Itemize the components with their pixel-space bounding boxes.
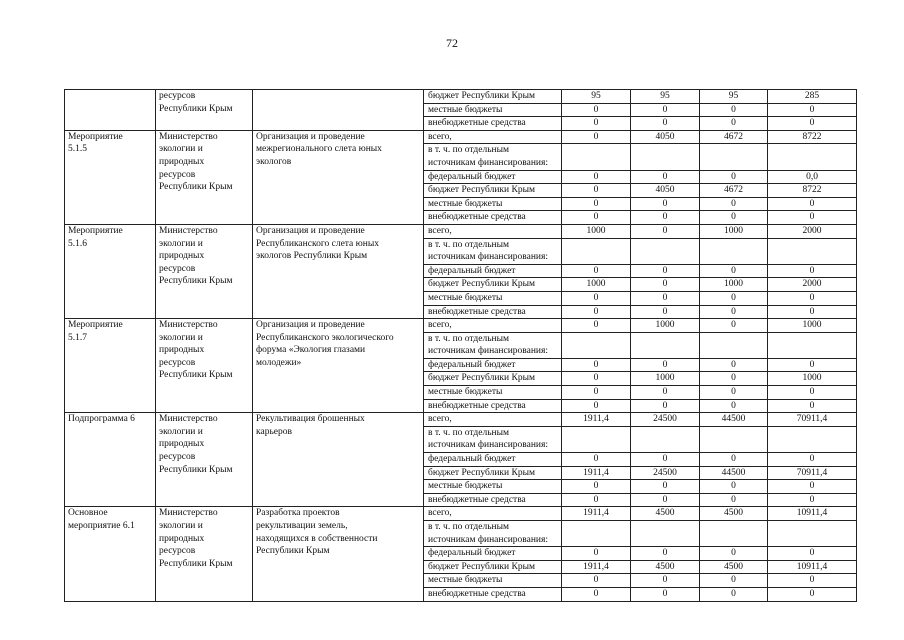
amount-cell xyxy=(562,521,631,547)
amount-cell: 0 xyxy=(631,117,700,131)
funding-source-cell: бюджет Республики Крым xyxy=(424,184,562,198)
table-row xyxy=(65,507,857,521)
amount-cell: 0 xyxy=(562,170,631,184)
funding-source-cell: федеральный бюджет xyxy=(424,170,562,184)
amount-cell xyxy=(562,332,631,358)
amount-cell xyxy=(700,238,768,264)
amount-cell: 0 xyxy=(562,372,631,386)
funding-source-cell: бюджет Республики Крым xyxy=(424,90,562,104)
amount-cell: 0 xyxy=(562,358,631,372)
funding-source-cell: в т. ч. по отдельным источникам финансирования: xyxy=(424,144,562,170)
amount-cell: 0 xyxy=(562,386,631,400)
amount-cell: 0 xyxy=(700,574,768,588)
program-name-cell xyxy=(65,90,156,131)
amount-cell: 0 xyxy=(562,117,631,131)
amount-cell: 0 xyxy=(631,358,700,372)
amount-cell: 0 xyxy=(631,278,700,292)
amount-cell: 95 xyxy=(562,90,631,104)
amount-cell: 0 xyxy=(700,587,768,601)
amount-cell: 0 xyxy=(700,358,768,372)
funding-source-cell: в т. ч. по отдельным источникам финансирования: xyxy=(424,238,562,264)
amount-cell: 8722 xyxy=(768,130,857,144)
executor-cell: Министерство экологии и природных ресурсов Республики Крым xyxy=(156,319,253,413)
amount-cell xyxy=(631,521,700,547)
amount-cell: 0 xyxy=(700,197,768,211)
funding-source-cell: федеральный бюджет xyxy=(424,358,562,372)
amount-cell: 0,0 xyxy=(768,170,857,184)
amount-cell: 0 xyxy=(631,291,700,305)
funding-source-cell: бюджет Республики Крым xyxy=(424,560,562,574)
amount-cell: 0 xyxy=(631,547,700,561)
amount-cell: 0 xyxy=(562,305,631,319)
amount-cell: 1000 xyxy=(562,278,631,292)
amount-cell: 0 xyxy=(700,493,768,507)
amount-cell: 0 xyxy=(631,386,700,400)
funding-source-cell: местные бюджеты xyxy=(424,386,562,400)
amount-cell: 0 xyxy=(700,386,768,400)
amount-cell: 0 xyxy=(768,264,857,278)
amount-cell xyxy=(631,332,700,358)
amount-cell: 0 xyxy=(562,480,631,494)
amount-cell xyxy=(562,144,631,170)
funding-source-cell: федеральный бюджет xyxy=(424,547,562,561)
amount-cell: 1000 xyxy=(700,278,768,292)
amount-cell: 0 xyxy=(700,264,768,278)
amount-cell xyxy=(562,426,631,452)
amount-cell: 0 xyxy=(768,211,857,225)
amount-cell: 1000 xyxy=(562,224,631,238)
page-number: 72 xyxy=(446,36,458,50)
amount-cell: 0 xyxy=(700,399,768,413)
amount-cell: 4672 xyxy=(700,130,768,144)
amount-cell: 0 xyxy=(562,399,631,413)
amount-cell: 1911,4 xyxy=(562,560,631,574)
amount-cell: 0 xyxy=(768,493,857,507)
amount-cell: 4500 xyxy=(700,507,768,521)
funding-source-cell: бюджет Республики Крым xyxy=(424,278,562,292)
amount-cell: 0 xyxy=(768,386,857,400)
amount-cell: 0 xyxy=(768,117,857,131)
amount-cell: 4050 xyxy=(631,184,700,198)
funding-source-cell: в т. ч. по отдельным источникам финансирования: xyxy=(424,521,562,547)
amount-cell: 0 xyxy=(631,399,700,413)
amount-cell: 70911,4 xyxy=(768,466,857,480)
amount-cell: 0 xyxy=(562,493,631,507)
table-row xyxy=(65,130,857,144)
amount-cell xyxy=(631,238,700,264)
financing-table xyxy=(64,89,857,602)
amount-cell: 0 xyxy=(562,103,631,117)
amount-cell: 0 xyxy=(631,170,700,184)
funding-source-cell: местные бюджеты xyxy=(424,574,562,588)
amount-cell xyxy=(700,426,768,452)
amount-cell: 1000 xyxy=(631,372,700,386)
amount-cell: 0 xyxy=(700,305,768,319)
amount-cell xyxy=(562,238,631,264)
funding-source-cell: всего, xyxy=(424,319,562,333)
funding-source-cell: всего, xyxy=(424,507,562,521)
funding-source-cell: внебюджетные средства xyxy=(424,305,562,319)
amount-cell: 0 xyxy=(700,103,768,117)
amount-cell: 0 xyxy=(562,319,631,333)
amount-cell: 0 xyxy=(700,117,768,131)
amount-cell: 1000 xyxy=(768,319,857,333)
amount-cell: 4672 xyxy=(700,184,768,198)
amount-cell xyxy=(768,144,857,170)
executor-cell: Министерство экологии и природных ресурсов Республики Крым xyxy=(156,224,253,318)
amount-cell: 0 xyxy=(562,291,631,305)
table-row xyxy=(65,224,857,238)
amount-cell: 0 xyxy=(768,103,857,117)
amount-cell xyxy=(700,521,768,547)
amount-cell xyxy=(768,426,857,452)
table-row xyxy=(65,413,857,427)
amount-cell: 0 xyxy=(768,480,857,494)
funding-source-cell: внебюджетные средства xyxy=(424,117,562,131)
funding-source-cell: федеральный бюджет xyxy=(424,453,562,467)
funding-source-cell: местные бюджеты xyxy=(424,103,562,117)
amount-cell: 0 xyxy=(768,358,857,372)
amount-cell: 24500 xyxy=(631,466,700,480)
description-cell: Разработка проектов рекультивации земель, находящихся в собственности Республики Крым xyxy=(253,507,424,601)
funding-source-cell: в т. ч. по отдельным источникам финансирования: xyxy=(424,426,562,452)
amount-cell xyxy=(631,144,700,170)
amount-cell: 8722 xyxy=(768,184,857,198)
funding-source-cell: бюджет Республики Крым xyxy=(424,466,562,480)
amount-cell: 1911,4 xyxy=(562,507,631,521)
amount-cell: 0 xyxy=(700,547,768,561)
funding-source-cell: внебюджетные средства xyxy=(424,493,562,507)
amount-cell: 0 xyxy=(768,453,857,467)
amount-cell xyxy=(768,332,857,358)
amount-cell: 0 xyxy=(562,264,631,278)
amount-cell: 0 xyxy=(768,305,857,319)
amount-cell: 0 xyxy=(768,587,857,601)
amount-cell: 0 xyxy=(631,197,700,211)
executor-cell: Министерство экологии и природных ресурсов Республики Крым xyxy=(156,507,253,601)
amount-cell xyxy=(700,144,768,170)
amount-cell: 44500 xyxy=(700,466,768,480)
amount-cell: 0 xyxy=(700,480,768,494)
executor-cell: ресурсов Республики Крым xyxy=(156,90,253,131)
amount-cell: 0 xyxy=(562,130,631,144)
amount-cell: 0 xyxy=(631,493,700,507)
amount-cell: 2000 xyxy=(768,278,857,292)
funding-source-cell: местные бюджеты xyxy=(424,197,562,211)
amount-cell: 0 xyxy=(631,453,700,467)
amount-cell xyxy=(700,332,768,358)
amount-cell: 0 xyxy=(700,291,768,305)
amount-cell xyxy=(768,238,857,264)
amount-cell: 70911,4 xyxy=(768,413,857,427)
amount-cell: 0 xyxy=(700,319,768,333)
amount-cell: 0 xyxy=(768,399,857,413)
description-cell: Организация и проведение Республиканского экологического форума «Экология глазами молодежи» xyxy=(253,319,424,413)
description-cell: Рекультивация брошенных карьеров xyxy=(253,413,424,507)
executor-cell: Министерство экологии и природных ресурсов Республики Крым xyxy=(156,413,253,507)
amount-cell: 0 xyxy=(562,574,631,588)
table-row xyxy=(65,319,857,333)
amount-cell: 0 xyxy=(562,197,631,211)
amount-cell: 0 xyxy=(562,184,631,198)
amount-cell: 1911,4 xyxy=(562,466,631,480)
table-row xyxy=(65,90,857,104)
amount-cell: 0 xyxy=(631,587,700,601)
funding-source-cell: внебюджетные средства xyxy=(424,587,562,601)
amount-cell: 0 xyxy=(700,211,768,225)
description-cell: Организация и проведение межрегионального слета юных экологов xyxy=(253,130,424,224)
amount-cell: 0 xyxy=(562,211,631,225)
program-name-cell: Мероприятие 5.1.6 xyxy=(65,224,156,318)
amount-cell: 4500 xyxy=(700,560,768,574)
funding-source-cell: в т. ч. по отдельным источникам финансирования: xyxy=(424,332,562,358)
amount-cell: 0 xyxy=(768,547,857,561)
funding-source-cell: всего, xyxy=(424,413,562,427)
amount-cell: 0 xyxy=(631,264,700,278)
amount-cell: 1000 xyxy=(631,319,700,333)
funding-source-cell: всего, xyxy=(424,130,562,144)
executor-cell: Министерство экологии и природных ресурсов Республики Крым xyxy=(156,130,253,224)
funding-source-cell: федеральный бюджет xyxy=(424,264,562,278)
program-name-cell: Подпрограмма 6 xyxy=(65,413,156,507)
amount-cell: 0 xyxy=(631,305,700,319)
amount-cell: 0 xyxy=(631,224,700,238)
amount-cell: 285 xyxy=(768,90,857,104)
amount-cell: 0 xyxy=(700,453,768,467)
amount-cell: 0 xyxy=(631,103,700,117)
amount-cell: 1911,4 xyxy=(562,413,631,427)
amount-cell: 0 xyxy=(768,197,857,211)
amount-cell: 2000 xyxy=(768,224,857,238)
amount-cell: 1000 xyxy=(700,224,768,238)
amount-cell xyxy=(631,426,700,452)
amount-cell: 0 xyxy=(768,291,857,305)
funding-source-cell: внебюджетные средства xyxy=(424,211,562,225)
amount-cell: 0 xyxy=(700,372,768,386)
amount-cell xyxy=(768,521,857,547)
amount-cell: 0 xyxy=(562,453,631,467)
program-name-cell: Основное мероприятие 6.1 xyxy=(65,507,156,601)
amount-cell: 1000 xyxy=(768,372,857,386)
amount-cell: 0 xyxy=(562,587,631,601)
amount-cell: 44500 xyxy=(700,413,768,427)
amount-cell: 0 xyxy=(631,480,700,494)
program-name-cell: Мероприятие 5.1.5 xyxy=(65,130,156,224)
amount-cell: 0 xyxy=(631,211,700,225)
program-name-cell: Мероприятие 5.1.7 xyxy=(65,319,156,413)
amount-cell: 95 xyxy=(631,90,700,104)
funding-source-cell: внебюджетные средства xyxy=(424,399,562,413)
funding-source-cell: местные бюджеты xyxy=(424,480,562,494)
funding-source-cell: бюджет Республики Крым xyxy=(424,372,562,386)
funding-source-cell: всего, xyxy=(424,224,562,238)
amount-cell: 0 xyxy=(631,574,700,588)
description-cell xyxy=(253,90,424,131)
amount-cell: 4050 xyxy=(631,130,700,144)
description-cell: Организация и проведение Республиканского слета юных экологов Республики Крым xyxy=(253,224,424,318)
amount-cell: 10911,4 xyxy=(768,560,857,574)
amount-cell: 10911,4 xyxy=(768,507,857,521)
amount-cell: 0 xyxy=(700,170,768,184)
amount-cell: 0 xyxy=(562,547,631,561)
funding-source-cell: местные бюджеты xyxy=(424,291,562,305)
amount-cell: 0 xyxy=(768,574,857,588)
amount-cell: 24500 xyxy=(631,413,700,427)
amount-cell: 4500 xyxy=(631,560,700,574)
amount-cell: 95 xyxy=(700,90,768,104)
amount-cell: 4500 xyxy=(631,507,700,521)
